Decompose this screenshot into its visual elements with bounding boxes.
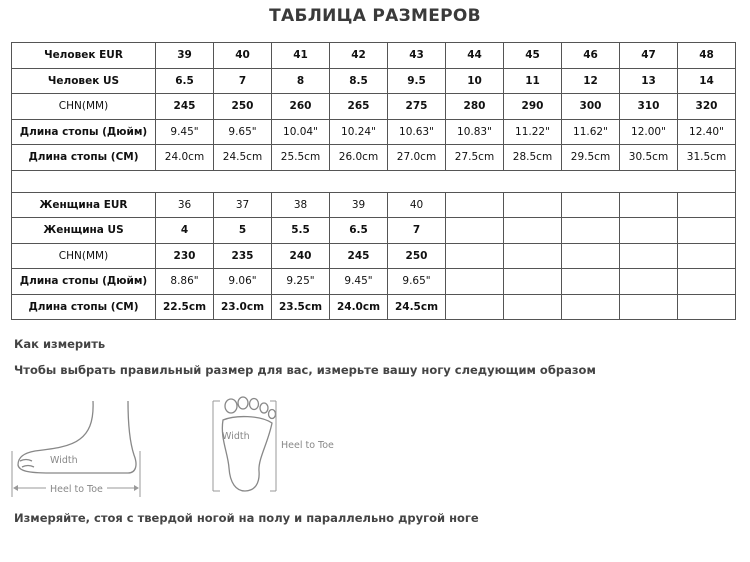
size-cell <box>678 243 736 269</box>
side-length-label: Heel to Toe <box>50 484 103 495</box>
size-cell: 7 <box>214 68 272 94</box>
size-cell: 10.04" <box>272 119 330 145</box>
size-cell: 290 <box>504 94 562 120</box>
size-cell: 5.5 <box>272 218 330 244</box>
row-label: CHN(MM) <box>12 94 156 120</box>
size-cell: 23.5cm <box>272 294 330 320</box>
size-cell: 6.5 <box>156 68 214 94</box>
size-cell <box>620 243 678 269</box>
size-cell: 22.5cm <box>156 294 214 320</box>
size-cell: 40 <box>214 43 272 69</box>
size-cell: 11.62" <box>562 119 620 145</box>
size-cell: 37 <box>214 192 272 218</box>
size-cell <box>620 294 678 320</box>
size-cell: 13 <box>620 68 678 94</box>
table-spacer-row <box>12 170 736 192</box>
size-cell <box>562 269 620 295</box>
size-cell: 8 <box>272 68 330 94</box>
side-width-label: Width <box>50 455 78 466</box>
size-cell: 42 <box>330 43 388 69</box>
size-cell: 12.00" <box>620 119 678 145</box>
page-title: ТАБЛИЦА РАЗМЕРОВ <box>269 6 481 26</box>
women-inch-row <box>12 269 736 295</box>
measure-footnote: Измеряйте, стоя с твердой ногой на полу и параллельно другой ноге <box>14 511 479 525</box>
size-cell: 36 <box>156 192 214 218</box>
women-chn-row <box>12 243 736 269</box>
size-cell <box>620 192 678 218</box>
row-label: Длина стопы (Дюйм) <box>12 119 156 145</box>
women-eur-row <box>12 192 736 218</box>
men-cm-row <box>12 145 736 171</box>
size-cell <box>562 243 620 269</box>
size-cell: 10 <box>446 68 504 94</box>
size-cell: 310 <box>620 94 678 120</box>
row-label: Женщина US <box>12 218 156 244</box>
size-cell: 24.0cm <box>156 145 214 171</box>
size-cell <box>504 243 562 269</box>
foot-measure-illustration <box>10 393 350 503</box>
size-cell: 39 <box>156 43 214 69</box>
size-cell: 9.25" <box>272 269 330 295</box>
size-cell: 245 <box>330 243 388 269</box>
row-label: Женщина EUR <box>12 192 156 218</box>
size-cell: 11.22" <box>504 119 562 145</box>
size-cell: 47 <box>620 43 678 69</box>
row-label: Человек EUR <box>12 43 156 69</box>
women-cm-row <box>12 294 736 320</box>
size-cell <box>446 269 504 295</box>
size-cell <box>678 269 736 295</box>
size-cell: 250 <box>214 94 272 120</box>
size-cell <box>562 294 620 320</box>
size-cell: 9.65" <box>214 119 272 145</box>
measure-instruction: Чтобы выбрать правильный размер для вас, измерьте вашу ногу следующим образом <box>14 363 596 377</box>
size-cell: 12 <box>562 68 620 94</box>
row-label: Длина стопы (Дюйм) <box>12 269 156 295</box>
size-cell: 25.5cm <box>272 145 330 171</box>
size-cell: 240 <box>272 243 330 269</box>
size-cell: 5 <box>214 218 272 244</box>
size-cell: 43 <box>388 43 446 69</box>
men-us-row <box>12 68 736 94</box>
size-cell: 24.0cm <box>330 294 388 320</box>
size-cell: 24.5cm <box>214 145 272 171</box>
size-cell: 8.86" <box>156 269 214 295</box>
men-eur-row <box>12 43 736 69</box>
size-cell <box>562 218 620 244</box>
size-cell <box>446 218 504 244</box>
size-cell: 9.5 <box>388 68 446 94</box>
size-cell: 265 <box>330 94 388 120</box>
size-cell <box>504 192 562 218</box>
size-cell: 245 <box>156 94 214 120</box>
size-cell: 39 <box>330 192 388 218</box>
spacer-cell <box>12 170 736 192</box>
size-cell <box>446 294 504 320</box>
size-cell: 10.83" <box>446 119 504 145</box>
size-cell: 260 <box>272 94 330 120</box>
size-cell: 6.5 <box>330 218 388 244</box>
size-cell: 7 <box>388 218 446 244</box>
how-to-measure-heading: Как измерить <box>14 337 106 351</box>
size-cell <box>504 269 562 295</box>
foot-top-view-icon <box>222 397 275 491</box>
women-us-row <box>12 218 736 244</box>
row-label: Человек US <box>12 68 156 94</box>
size-cell: 28.5cm <box>504 145 562 171</box>
size-cell: 26.0cm <box>330 145 388 171</box>
size-cell: 29.5cm <box>562 145 620 171</box>
size-cell <box>678 294 736 320</box>
size-cell: 10.24" <box>330 119 388 145</box>
row-label: Длина стопы (CM) <box>12 294 156 320</box>
size-cell <box>678 218 736 244</box>
size-cell: 46 <box>562 43 620 69</box>
size-cell: 9.45" <box>330 269 388 295</box>
size-cell: 300 <box>562 94 620 120</box>
size-cell: 48 <box>678 43 736 69</box>
size-cell: 235 <box>214 243 272 269</box>
size-cell: 40 <box>388 192 446 218</box>
size-cell <box>620 269 678 295</box>
size-cell: 27.5cm <box>446 145 504 171</box>
size-cell: 4 <box>156 218 214 244</box>
size-cell: 38 <box>272 192 330 218</box>
size-cell: 9.06" <box>214 269 272 295</box>
size-cell: 11 <box>504 68 562 94</box>
size-cell <box>562 192 620 218</box>
size-cell: 275 <box>388 94 446 120</box>
size-cell: 8.5 <box>330 68 388 94</box>
size-cell: 24.5cm <box>388 294 446 320</box>
size-cell: 14 <box>678 68 736 94</box>
size-cell: 23.0cm <box>214 294 272 320</box>
size-cell <box>678 192 736 218</box>
size-cell <box>446 243 504 269</box>
size-cell: 10.63" <box>388 119 446 145</box>
size-cell <box>504 218 562 244</box>
size-cell: 12.40" <box>678 119 736 145</box>
size-cell: 9.45" <box>156 119 214 145</box>
size-cell <box>620 218 678 244</box>
size-cell: 250 <box>388 243 446 269</box>
size-cell: 45 <box>504 43 562 69</box>
size-cell: 44 <box>446 43 504 69</box>
size-chart-table <box>11 42 736 320</box>
top-length-label: Heel to Toe <box>281 440 334 451</box>
size-cell <box>504 294 562 320</box>
men-chn-row <box>12 94 736 120</box>
top-width-label: Width <box>222 431 250 442</box>
size-cell: 31.5cm <box>678 145 736 171</box>
size-cell: 320 <box>678 94 736 120</box>
size-cell: 27.0cm <box>388 145 446 171</box>
men-inch-row <box>12 119 736 145</box>
row-label: Длина стопы (CM) <box>12 145 156 171</box>
size-cell: 30.5cm <box>620 145 678 171</box>
size-cell <box>446 192 504 218</box>
size-cell: 9.65" <box>388 269 446 295</box>
size-cell: 280 <box>446 94 504 120</box>
row-label: CHN(MM) <box>12 243 156 269</box>
size-cell: 41 <box>272 43 330 69</box>
size-cell: 230 <box>156 243 214 269</box>
